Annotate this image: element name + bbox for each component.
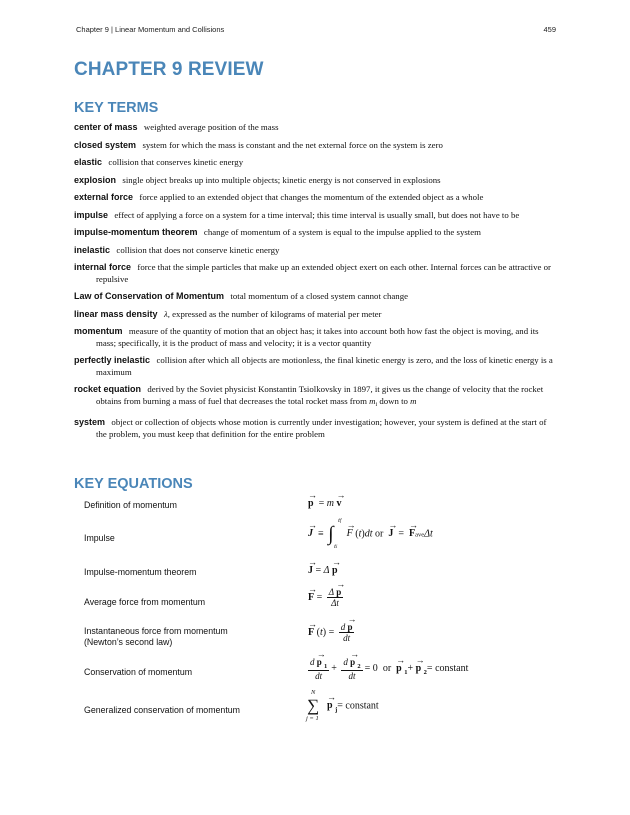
- equation-label: Average force from momentum: [84, 597, 206, 607]
- term-definition: weighted average position of the mass: [143, 122, 279, 132]
- page-number: 459: [543, 25, 556, 34]
- equation-label: Generalized conservation of momentum: [84, 705, 240, 715]
- term-inelastic: [74, 245, 556, 257]
- term-name: closed system: [74, 139, 137, 150]
- equation-generalized-conservation: N ∑ j = 1 → p $_j$= constant: [306, 691, 379, 721]
- term-definition: [164, 309, 382, 319]
- term-definition: force that the simple particles that make up an extended object exert on each other. Internal forces can be attractive or repulsive: [96, 262, 551, 284]
- term-name: momentum: [74, 326, 123, 336]
- constant-word: constant: [435, 663, 469, 675]
- term-external-force: [74, 192, 556, 204]
- term-definition: force applied to an extended object that changes the momentum of the extended object as a whole: [139, 192, 484, 202]
- chapter-title: CHAPTER 9 REVIEW: [74, 59, 264, 80]
- term-closed-system: [74, 140, 556, 152]
- term-name: perfectly inelastic: [74, 355, 151, 365]
- math-m: m: [410, 395, 417, 406]
- ave-subscript: ave: [415, 531, 425, 539]
- term-definition: effect of applying a force on a system for a time interval; this time interval is usually small, but does not have to be: [114, 209, 520, 220]
- equation-instantaneous-force: → F (t) = $\frac{d \to p}{dt}$: [308, 622, 356, 643]
- term-definition: object or collection of objects whose motion is currently under investigation; however, your system is defined at the start of the problem, you must keep that definition for the entire problem: [96, 417, 547, 439]
- term-definition-text: , expressed as the number of kilograms of material per meter: [167, 308, 382, 319]
- equation-conservation: $\frac{d \to p _1}{dt}$ + $\frac{d \to p _2}{dt}$ = 0 or → p $_1$+ → p $_2$= constant: [306, 657, 468, 681]
- term-definition: collision that conserves kinetic energy: [108, 157, 244, 167]
- term-name: rocket equation: [74, 384, 142, 394]
- equation-label: Conservation of momentum: [84, 667, 193, 677]
- term-definition: total momentum of a closed system cannot change: [230, 291, 409, 301]
- term-definition: change of momentum of a system is equal to the impulse applied to the system: [203, 227, 481, 237]
- term-definition: single object breaks up into multiple objects; kinetic energy is not conserved in explosions: [122, 174, 441, 185]
- term-internal-force: [74, 262, 556, 285]
- or-word: or: [375, 528, 384, 540]
- term-momentum: [74, 326, 556, 349]
- term-perfectly-inelastic: [74, 355, 556, 378]
- equation-label: [84, 626, 284, 648]
- term-name: inelastic: [74, 244, 111, 255]
- lambda-symbol: λ: [163, 308, 168, 319]
- equation-impulse-momentum: → J = Δ → p: [308, 565, 338, 576]
- term-law-of-conservation: [74, 291, 556, 303]
- term-explosion: [74, 175, 556, 187]
- term-rocket-equation: [74, 384, 556, 411]
- term-name: impulse: [74, 209, 109, 220]
- equation-label: Impulse-momentum theorem: [84, 567, 197, 577]
- equation-label: Impulse: [84, 533, 115, 543]
- equation-label-line2: (Newton’s second law): [84, 637, 173, 647]
- term-definition-text: derived by the Soviet physicist Konstantin Tsiolkovsky in 1897, it gives us the change of velocity that the rocket obtains from burning a mass of fuel that decreases the total rocket mass from: [96, 384, 544, 406]
- term-definition: measure of the quantity of motion that an object has; it takes into account both how fast the object is moving, and its mass; specifically, it is the product of mass and velocity; it is a vector quantity: [96, 326, 539, 348]
- term-definition: collision that does not conserve kinetic energy: [116, 244, 280, 255]
- equation-label: Definition of momentum: [84, 500, 177, 510]
- term-definition: collision after which all objects are motionless, the final kinetic energy is zero, and the loss of kinetic energy is a maximum: [96, 355, 553, 377]
- equation-impulse: → J ≡ ∫ tf ti → F (t)dt or → J = → FaveΔt: [308, 521, 433, 547]
- key-terms-heading: KEY TERMS: [74, 100, 159, 116]
- term-name: impulse-momentum theorem: [74, 227, 198, 237]
- equation-momentum-definition: → p = m → v: [308, 498, 341, 509]
- term-name: system: [74, 417, 106, 427]
- term-center-of-mass: [74, 122, 556, 134]
- term-name: internal force: [74, 262, 132, 272]
- or-word: or: [382, 663, 392, 675]
- math-m: m: [369, 395, 376, 406]
- constant-word: constant: [345, 700, 379, 712]
- term-impulse-momentum-theorem: [74, 227, 556, 239]
- subscript-i: i: [375, 401, 378, 408]
- term-name: center of mass: [74, 122, 138, 132]
- term-name: explosion: [74, 174, 117, 185]
- term-definition: [96, 384, 543, 406]
- term-definition: system for which the mass is constant and the net external force on the system is zero: [142, 139, 443, 150]
- term-name: linear mass density: [74, 308, 158, 319]
- term-name: Law of Conservation of Momentum: [74, 291, 225, 301]
- key-terms-list: [74, 122, 556, 446]
- term-linear-mass-density: [74, 309, 556, 321]
- term-system: [74, 417, 556, 440]
- term-impulse: [74, 210, 556, 222]
- equation-label-line1: Instantaneous force from momentum: [84, 626, 228, 636]
- key-equations-heading: KEY EQUATIONS: [74, 476, 193, 492]
- term-name: external force: [74, 192, 134, 202]
- term-name: elastic: [74, 157, 103, 167]
- term-definition-mid: down to: [379, 395, 408, 406]
- term-elastic: [74, 157, 556, 169]
- running-header-chapter: Chapter 9 | Linear Momentum and Collisions: [76, 25, 225, 34]
- equation-average-force: → F = $\frac{\Delta \to p}{\Delta t}$: [308, 587, 345, 608]
